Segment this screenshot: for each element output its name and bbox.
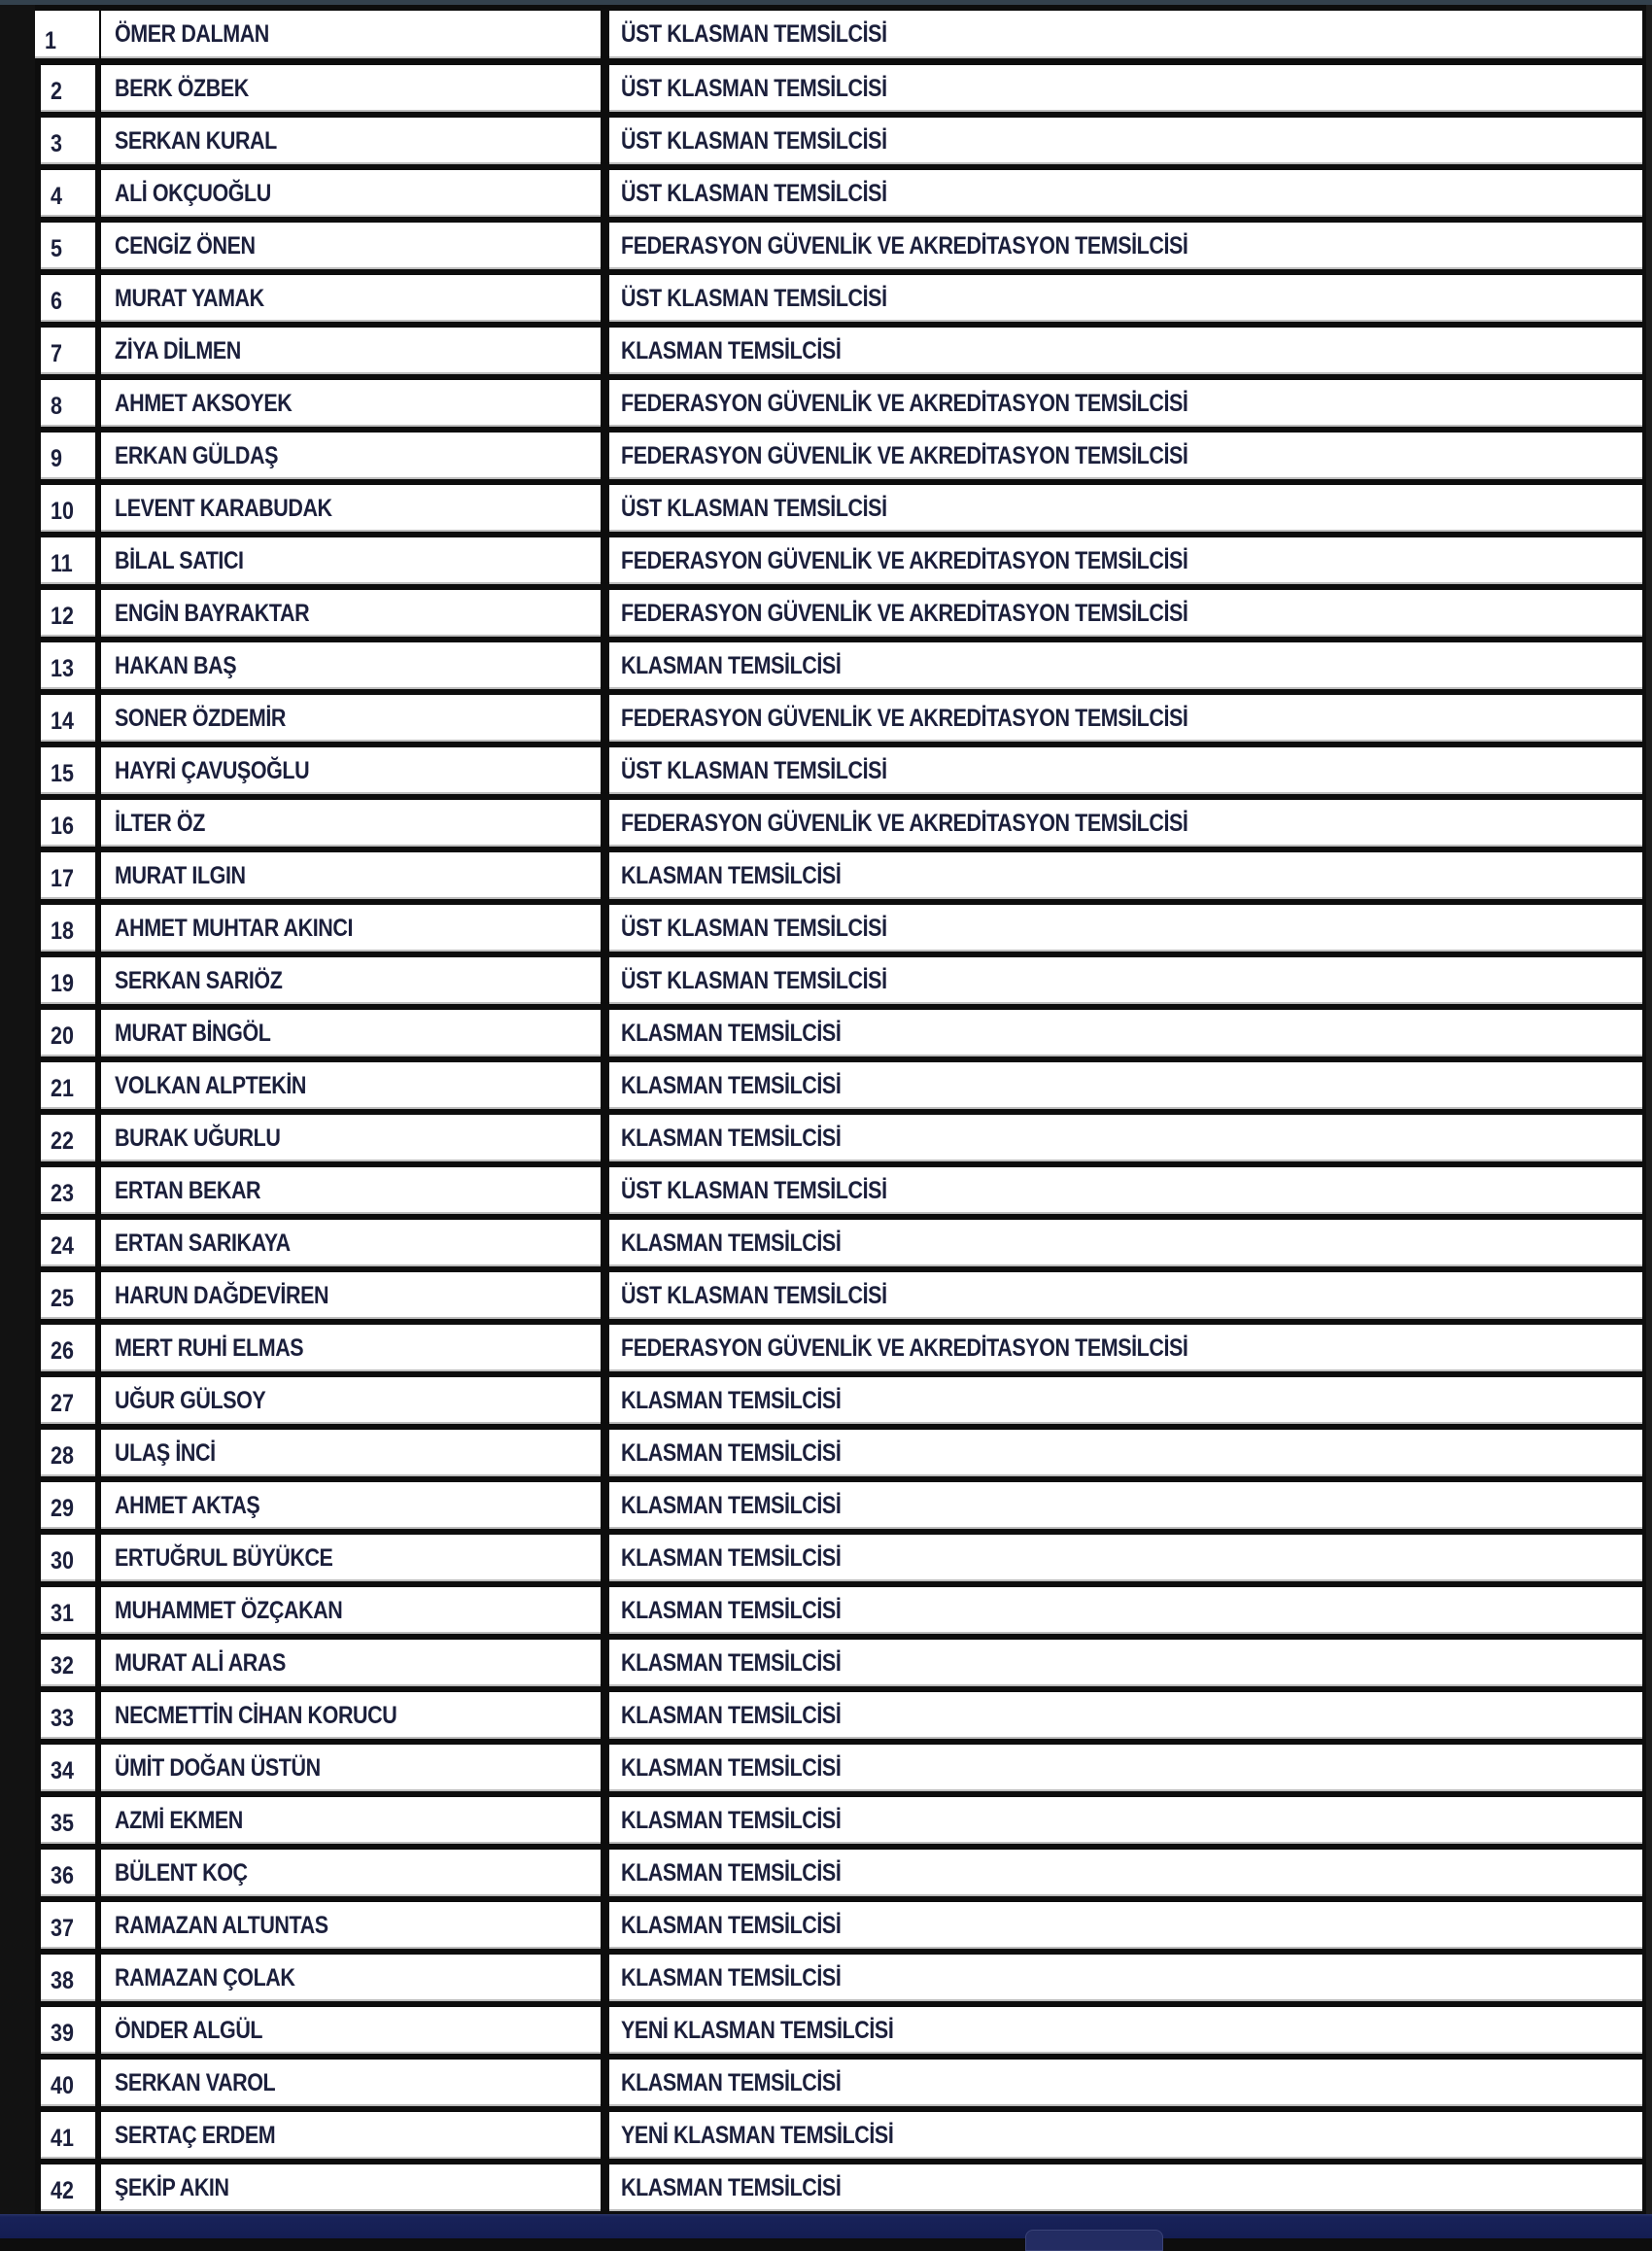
row-number-cell — [41, 1640, 95, 1686]
name-cell — [101, 1377, 601, 1424]
role-cell — [609, 537, 1642, 584]
table-row — [0, 2112, 1652, 2159]
row-number-cell — [41, 275, 95, 322]
role-cell — [609, 1850, 1642, 1896]
row-number-cell-text: 10 — [51, 497, 74, 525]
table-row — [0, 2164, 1652, 2211]
name-cell-text: BERK ÖZBEK — [115, 74, 249, 102]
row-number-cell — [41, 118, 95, 164]
table-row — [0, 957, 1652, 1004]
table-row — [0, 1955, 1652, 2001]
role-cell-text: FEDERASYON GÜVENLİK VE AKREDİTASYON TEMSİLCİSİ — [621, 599, 1188, 627]
name-cell-text: NECMETTİN CİHAN KORUCU — [115, 1701, 397, 1729]
table-row — [0, 485, 1652, 532]
taskbar-tab[interactable] — [1025, 2230, 1163, 2251]
name-cell — [101, 1430, 601, 1476]
name-cell — [101, 170, 601, 217]
role-cell — [609, 2164, 1642, 2211]
role-cell — [609, 2060, 1642, 2106]
role-cell — [609, 1430, 1642, 1476]
row-number-cell — [41, 1955, 95, 2001]
name-cell-text: ÖMER DALMAN — [115, 20, 269, 48]
row-number-cell — [41, 590, 95, 637]
row-number-cell-text: 30 — [51, 1546, 74, 1575]
row-number-cell — [41, 852, 95, 899]
row-number-cell-text: 28 — [51, 1441, 74, 1470]
role-cell — [609, 1115, 1642, 1161]
role-cell — [609, 223, 1642, 269]
role-cell-text: FEDERASYON GÜVENLİK VE AKREDİTASYON TEMSİLCİSİ — [621, 704, 1188, 732]
name-cell — [101, 1272, 601, 1319]
name-cell-text: MURAT YAMAK — [115, 284, 264, 312]
row-number-cell-text: 22 — [51, 1126, 74, 1155]
role-cell-text: ÜST KLASMAN TEMSİLCİSİ — [621, 20, 887, 48]
role-cell — [609, 65, 1642, 112]
name-cell-text: ERTUĞRUL BÜYÜKCE — [115, 1543, 333, 1572]
row-number-cell-text: 42 — [51, 2176, 74, 2204]
role-cell — [609, 747, 1642, 794]
role-cell — [609, 1482, 1642, 1529]
name-cell — [101, 957, 601, 1004]
role-cell — [609, 1272, 1642, 1319]
row-number-cell-text: 34 — [51, 1756, 74, 1784]
row-number-cell-text: 16 — [51, 812, 74, 840]
role-cell — [609, 905, 1642, 952]
table-row — [0, 852, 1652, 899]
row-number-cell-text: 31 — [51, 1599, 74, 1627]
role-cell-text: KLASMAN TEMSİLCİSİ — [621, 651, 842, 679]
name-cell — [101, 1167, 601, 1214]
role-cell-text: KLASMAN TEMSİLCİSİ — [621, 1071, 842, 1099]
row-number-cell — [41, 1902, 95, 1949]
role-cell-text: ÜST KLASMAN TEMSİLCİSİ — [621, 756, 887, 784]
row-number-cell — [41, 485, 95, 532]
role-cell — [609, 1325, 1642, 1371]
role-cell-text: FEDERASYON GÜVENLİK VE AKREDİTASYON TEMSİLCİSİ — [621, 1333, 1188, 1362]
row-number-cell-text: 17 — [51, 864, 74, 892]
name-cell — [101, 590, 601, 637]
role-cell — [609, 800, 1642, 847]
role-cell-text: KLASMAN TEMSİLCİSİ — [621, 1019, 842, 1047]
role-cell — [609, 1640, 1642, 1686]
name-cell — [101, 275, 601, 322]
role-cell — [609, 642, 1642, 689]
name-cell — [101, 380, 601, 427]
bottom-taskbar — [0, 2214, 1652, 2238]
table-row — [0, 275, 1652, 322]
name-cell — [101, 1955, 601, 2001]
role-cell — [609, 118, 1642, 164]
name-cell — [101, 1220, 601, 1266]
role-cell — [609, 1587, 1642, 1634]
role-cell — [609, 1902, 1642, 1949]
row-number-cell — [41, 1535, 95, 1581]
role-cell-text: FEDERASYON GÜVENLİK VE AKREDİTASYON TEMSİLCİSİ — [621, 546, 1188, 574]
role-cell-text: YENİ KLASMAN TEMSİLCİSİ — [621, 2016, 894, 2044]
table-row — [0, 170, 1652, 217]
name-cell — [101, 433, 601, 479]
role-cell-text: KLASMAN TEMSİLCİSİ — [621, 1701, 842, 1729]
name-cell-text: SERTAÇ ERDEM — [115, 2121, 276, 2149]
name-cell — [101, 485, 601, 532]
name-cell-text: SERKAN SARIÖZ — [115, 966, 283, 994]
role-cell — [609, 1692, 1642, 1739]
role-cell-text: KLASMAN TEMSİLCİSİ — [621, 2068, 842, 2096]
name-cell-text: BÜLENT KOÇ — [115, 1858, 248, 1887]
row-number-cell — [41, 2112, 95, 2159]
table-row — [0, 1010, 1652, 1056]
row-number-cell — [41, 2060, 95, 2106]
row-number-cell — [41, 537, 95, 584]
name-cell-text: HARUN DAĞDEVİREN — [115, 1281, 329, 1309]
role-cell — [609, 1062, 1642, 1109]
role-cell — [609, 1220, 1642, 1266]
role-cell — [609, 485, 1642, 532]
table-row — [0, 433, 1652, 479]
role-cell-text: KLASMAN TEMSİLCİSİ — [621, 336, 842, 364]
row-number-cell-text: 2 — [51, 77, 62, 105]
name-cell-text: SERKAN KURAL — [115, 126, 277, 155]
row-number-cell-text: 25 — [51, 1284, 74, 1312]
row-number-cell-text: 15 — [51, 759, 74, 787]
row-number-cell-text: 24 — [51, 1231, 74, 1260]
table-row — [0, 1167, 1652, 1214]
role-cell — [609, 170, 1642, 217]
table-row — [0, 537, 1652, 584]
row-number-cell-text: 23 — [51, 1179, 74, 1207]
name-cell-text: MURAT BİNGÖL — [115, 1019, 271, 1047]
role-cell — [609, 380, 1642, 427]
name-cell-text: BURAK UĞURLU — [115, 1124, 281, 1152]
name-cell-text: ERTAN SARIKAYA — [115, 1229, 291, 1257]
name-cell-text: ALİ OKÇUOĞLU — [115, 179, 271, 207]
table-row — [0, 2060, 1652, 2106]
name-cell-text: ZİYA DİLMEN — [115, 336, 241, 364]
row-number-cell — [41, 2007, 95, 2054]
row-number-cell-text: 4 — [51, 182, 62, 210]
row-number-cell-text: 27 — [51, 1389, 74, 1417]
row-number-cell — [41, 1325, 95, 1371]
table-row — [0, 642, 1652, 689]
table-row — [0, 1115, 1652, 1161]
role-cell — [609, 1797, 1642, 1844]
role-cell-text: KLASMAN TEMSİLCİSİ — [621, 1491, 842, 1519]
table-row — [0, 2007, 1652, 2054]
name-cell — [101, 1062, 601, 1109]
name-cell — [101, 905, 601, 952]
name-cell — [101, 2164, 601, 2211]
role-cell-text: KLASMAN TEMSİLCİSİ — [621, 1806, 842, 1834]
row-number-cell — [41, 800, 95, 847]
row-number-cell-text: 26 — [51, 1336, 74, 1365]
role-cell-text: KLASMAN TEMSİLCİSİ — [621, 1596, 842, 1624]
role-cell — [609, 1377, 1642, 1424]
row-number-cell — [41, 1797, 95, 1844]
name-cell-text: MERT RUHİ ELMAS — [115, 1333, 304, 1362]
row-number-cell-text: 40 — [51, 2071, 74, 2099]
role-cell-text: KLASMAN TEMSİLCİSİ — [621, 1229, 842, 1257]
table-row — [0, 695, 1652, 742]
name-cell — [101, 1482, 601, 1529]
row-number-cell — [41, 1482, 95, 1529]
name-cell-text: AZMİ EKMEN — [115, 1806, 243, 1834]
table-row — [0, 1377, 1652, 1424]
role-cell-text: ÜST KLASMAN TEMSİLCİSİ — [621, 284, 887, 312]
name-cell — [101, 2060, 601, 2106]
table-row — [0, 747, 1652, 794]
table-row — [0, 1745, 1652, 1791]
role-cell-text: KLASMAN TEMSİLCİSİ — [621, 1858, 842, 1887]
name-cell-text: MURAT ILGIN — [115, 861, 246, 889]
row-number-cell — [41, 1272, 95, 1319]
table-row — [0, 118, 1652, 164]
table-row — [0, 1692, 1652, 1739]
role-cell — [609, 590, 1642, 637]
role-cell-text: FEDERASYON GÜVENLİK VE AKREDİTASYON TEMSİLCİSİ — [621, 231, 1188, 260]
row-number-cell-text: 36 — [51, 1861, 74, 1889]
name-cell-text: RAMAZAN ALTUNTAS — [115, 1911, 328, 1939]
row-number-cell — [41, 1430, 95, 1476]
role-cell — [609, 2007, 1642, 2054]
table-row — [0, 1482, 1652, 1529]
name-cell — [101, 642, 601, 689]
row-number-cell — [41, 433, 95, 479]
row-number-cell-text: 18 — [51, 917, 74, 945]
role-cell-text: KLASMAN TEMSİLCİSİ — [621, 1543, 842, 1572]
row-number-cell-text: 13 — [51, 654, 74, 682]
name-cell — [101, 2112, 601, 2159]
row-number-cell — [41, 1745, 95, 1791]
row-number-cell-text: 33 — [51, 1704, 74, 1732]
row-number-cell-text: 38 — [51, 1966, 74, 1994]
row-number-cell — [41, 380, 95, 427]
row-number-cell — [41, 65, 95, 112]
row-number-cell — [41, 1167, 95, 1214]
row-number-cell — [41, 957, 95, 1004]
name-cell-text: AHMET AKSOYEK — [115, 389, 293, 417]
row-number-cell-text: 11 — [51, 549, 73, 577]
role-cell — [609, 433, 1642, 479]
name-cell — [101, 1745, 601, 1791]
name-cell-text: HAYRİ ÇAVUŞOĞLU — [115, 756, 310, 784]
table-row — [0, 1850, 1652, 1896]
name-cell — [101, 1692, 601, 1739]
row-number-cell — [41, 1587, 95, 1634]
role-cell-text: ÜST KLASMAN TEMSİLCİSİ — [621, 1176, 887, 1204]
table-row — [0, 905, 1652, 952]
name-cell — [101, 65, 601, 112]
row-number-cell-text: 29 — [51, 1494, 74, 1522]
row-number-cell-text: 6 — [51, 287, 62, 315]
role-cell-text: ÜST KLASMAN TEMSİLCİSİ — [621, 74, 887, 102]
row-number-cell-text: 39 — [51, 2019, 74, 2047]
name-cell — [101, 1850, 601, 1896]
role-cell-text: KLASMAN TEMSİLCİSİ — [621, 1124, 842, 1152]
role-cell-text: KLASMAN TEMSİLCİSİ — [621, 1386, 842, 1414]
table-row — [0, 800, 1652, 847]
name-cell — [101, 2007, 601, 2054]
role-cell — [609, 11, 1642, 58]
name-cell-text: RAMAZAN ÇOLAK — [115, 1963, 295, 1991]
name-cell — [101, 1535, 601, 1581]
table-row — [0, 1587, 1652, 1634]
table-row — [0, 1272, 1652, 1319]
name-cell — [101, 1797, 601, 1844]
row-number-cell-text: 3 — [51, 129, 62, 157]
row-number-cell — [41, 1377, 95, 1424]
name-cell — [101, 852, 601, 899]
name-cell-text: UĞUR GÜLSOY — [115, 1386, 266, 1414]
name-cell-text: VOLKAN ALPTEKİN — [115, 1071, 307, 1099]
row-number-cell — [41, 223, 95, 269]
table-row — [0, 1535, 1652, 1581]
name-cell — [101, 695, 601, 742]
row-number-cell — [41, 905, 95, 952]
name-cell-text: ÜMİT DOĞAN ÜSTÜN — [115, 1753, 321, 1782]
name-cell — [101, 537, 601, 584]
role-cell — [609, 1535, 1642, 1581]
row-number-cell — [41, 1010, 95, 1056]
table-row — [0, 11, 1652, 58]
name-cell-text: LEVENT KARABUDAK — [115, 494, 332, 522]
name-cell-text: AHMET AKTAŞ — [115, 1491, 260, 1519]
role-cell — [609, 1010, 1642, 1056]
role-cell-text: ÜST KLASMAN TEMSİLCİSİ — [621, 914, 887, 942]
role-cell — [609, 1955, 1642, 2001]
name-cell-text: MURAT ALİ ARAS — [115, 1648, 286, 1677]
role-cell-text: FEDERASYON GÜVENLİK VE AKREDİTASYON TEMSİLCİSİ — [621, 389, 1188, 417]
role-cell-text: ÜST KLASMAN TEMSİLCİSİ — [621, 494, 887, 522]
name-cell — [101, 1640, 601, 1686]
table-row — [0, 65, 1652, 112]
table-row — [0, 380, 1652, 427]
row-number-cell-text: 35 — [51, 1809, 74, 1837]
table-row — [0, 1325, 1652, 1371]
role-cell — [609, 2112, 1642, 2159]
name-cell — [101, 1587, 601, 1634]
name-cell-text: ERKAN GÜLDAŞ — [115, 441, 279, 469]
name-cell-text: CENGİZ ÖNEN — [115, 231, 256, 260]
role-cell-text: KLASMAN TEMSİLCİSİ — [621, 1753, 842, 1782]
name-cell-text: ŞEKİP AKIN — [115, 2173, 229, 2201]
name-cell-text: BİLAL SATICI — [115, 546, 244, 574]
table-row — [0, 1902, 1652, 1949]
role-cell — [609, 957, 1642, 1004]
name-cell — [101, 1010, 601, 1056]
table-row — [0, 1430, 1652, 1476]
role-cell-text: KLASMAN TEMSİLCİSİ — [621, 861, 842, 889]
row-number-cell — [41, 1115, 95, 1161]
name-cell-text: İLTER ÖZ — [115, 809, 205, 837]
role-cell-text: ÜST KLASMAN TEMSİLCİSİ — [621, 126, 887, 155]
row-number-cell-text: 14 — [51, 707, 74, 735]
name-cell — [101, 1115, 601, 1161]
row-number-cell-text: 41 — [51, 2124, 74, 2152]
table-row — [0, 223, 1652, 269]
row-number-cell — [41, 1692, 95, 1739]
role-cell-text: KLASMAN TEMSİLCİSİ — [621, 1438, 842, 1467]
name-cell-text: ULAŞ İNCİ — [115, 1438, 216, 1467]
name-cell — [101, 800, 601, 847]
name-cell — [101, 328, 601, 374]
name-cell — [101, 747, 601, 794]
row-number-cell — [41, 328, 95, 374]
row-number-cell-text: 5 — [51, 234, 62, 262]
row-number-cell-text: 21 — [51, 1074, 74, 1102]
name-cell — [101, 1902, 601, 1949]
name-cell-text: SERKAN VAROL — [115, 2068, 276, 2096]
role-cell-text: YENİ KLASMAN TEMSİLCİSİ — [621, 2121, 894, 2149]
table-row — [0, 328, 1652, 374]
row-number-cell — [35, 11, 99, 58]
row-number-cell — [41, 1220, 95, 1266]
row-number-cell — [41, 642, 95, 689]
role-cell-text: ÜST KLASMAN TEMSİLCİSİ — [621, 966, 887, 994]
row-number-cell-text: 32 — [51, 1651, 74, 1680]
row-number-cell — [41, 1062, 95, 1109]
role-cell-text: ÜST KLASMAN TEMSİLCİSİ — [621, 1281, 887, 1309]
row-number-cell-text: 12 — [51, 602, 74, 630]
role-cell — [609, 275, 1642, 322]
role-cell — [609, 328, 1642, 374]
name-cell — [101, 1325, 601, 1371]
name-cell-text: HAKAN BAŞ — [115, 651, 237, 679]
row-number-cell-text: 1 — [45, 27, 56, 54]
name-cell — [101, 223, 601, 269]
role-cell — [609, 1167, 1642, 1214]
role-cell-text: KLASMAN TEMSİLCİSİ — [621, 1963, 842, 1991]
row-number-cell — [41, 1850, 95, 1896]
role-cell-text: KLASMAN TEMSİLCİSİ — [621, 2173, 842, 2201]
role-cell — [609, 1745, 1642, 1791]
name-cell — [101, 11, 601, 58]
row-number-cell — [41, 2164, 95, 2211]
table-row — [0, 1062, 1652, 1109]
table-row — [0, 1220, 1652, 1266]
name-cell — [101, 118, 601, 164]
row-number-cell — [41, 695, 95, 742]
role-cell — [609, 695, 1642, 742]
role-cell-text: FEDERASYON GÜVENLİK VE AKREDİTASYON TEMSİLCİSİ — [621, 809, 1188, 837]
name-cell-text: MUHAMMET ÖZÇAKAN — [115, 1596, 343, 1624]
role-cell-text: FEDERASYON GÜVENLİK VE AKREDİTASYON TEMSİLCİSİ — [621, 441, 1188, 469]
row-number-cell-text: 19 — [51, 969, 74, 997]
table-row — [0, 590, 1652, 637]
row-number-cell-text: 20 — [51, 1022, 74, 1050]
role-cell-text: KLASMAN TEMSİLCİSİ — [621, 1911, 842, 1939]
row-number-cell-text: 7 — [51, 339, 62, 367]
row-number-cell — [41, 747, 95, 794]
name-cell-text: ÖNDER ALGÜL — [115, 2016, 263, 2044]
name-cell-text: ERTAN BEKAR — [115, 1176, 261, 1204]
row-number-cell — [41, 170, 95, 217]
table-row — [0, 1797, 1652, 1844]
role-cell-text: ÜST KLASMAN TEMSİLCİSİ — [621, 179, 887, 207]
table-row — [0, 1640, 1652, 1686]
name-cell-text: SONER ÖZDEMİR — [115, 704, 286, 732]
name-cell-text: ENGİN BAYRAKTAR — [115, 599, 310, 627]
row-number-cell-text: 8 — [51, 392, 62, 420]
row-number-cell-text: 37 — [51, 1914, 74, 1942]
role-cell-text: KLASMAN TEMSİLCİSİ — [621, 1648, 842, 1677]
role-cell — [609, 852, 1642, 899]
row-number-cell-text: 9 — [51, 444, 62, 472]
name-cell-text: AHMET MUHTAR AKINCI — [115, 914, 354, 942]
